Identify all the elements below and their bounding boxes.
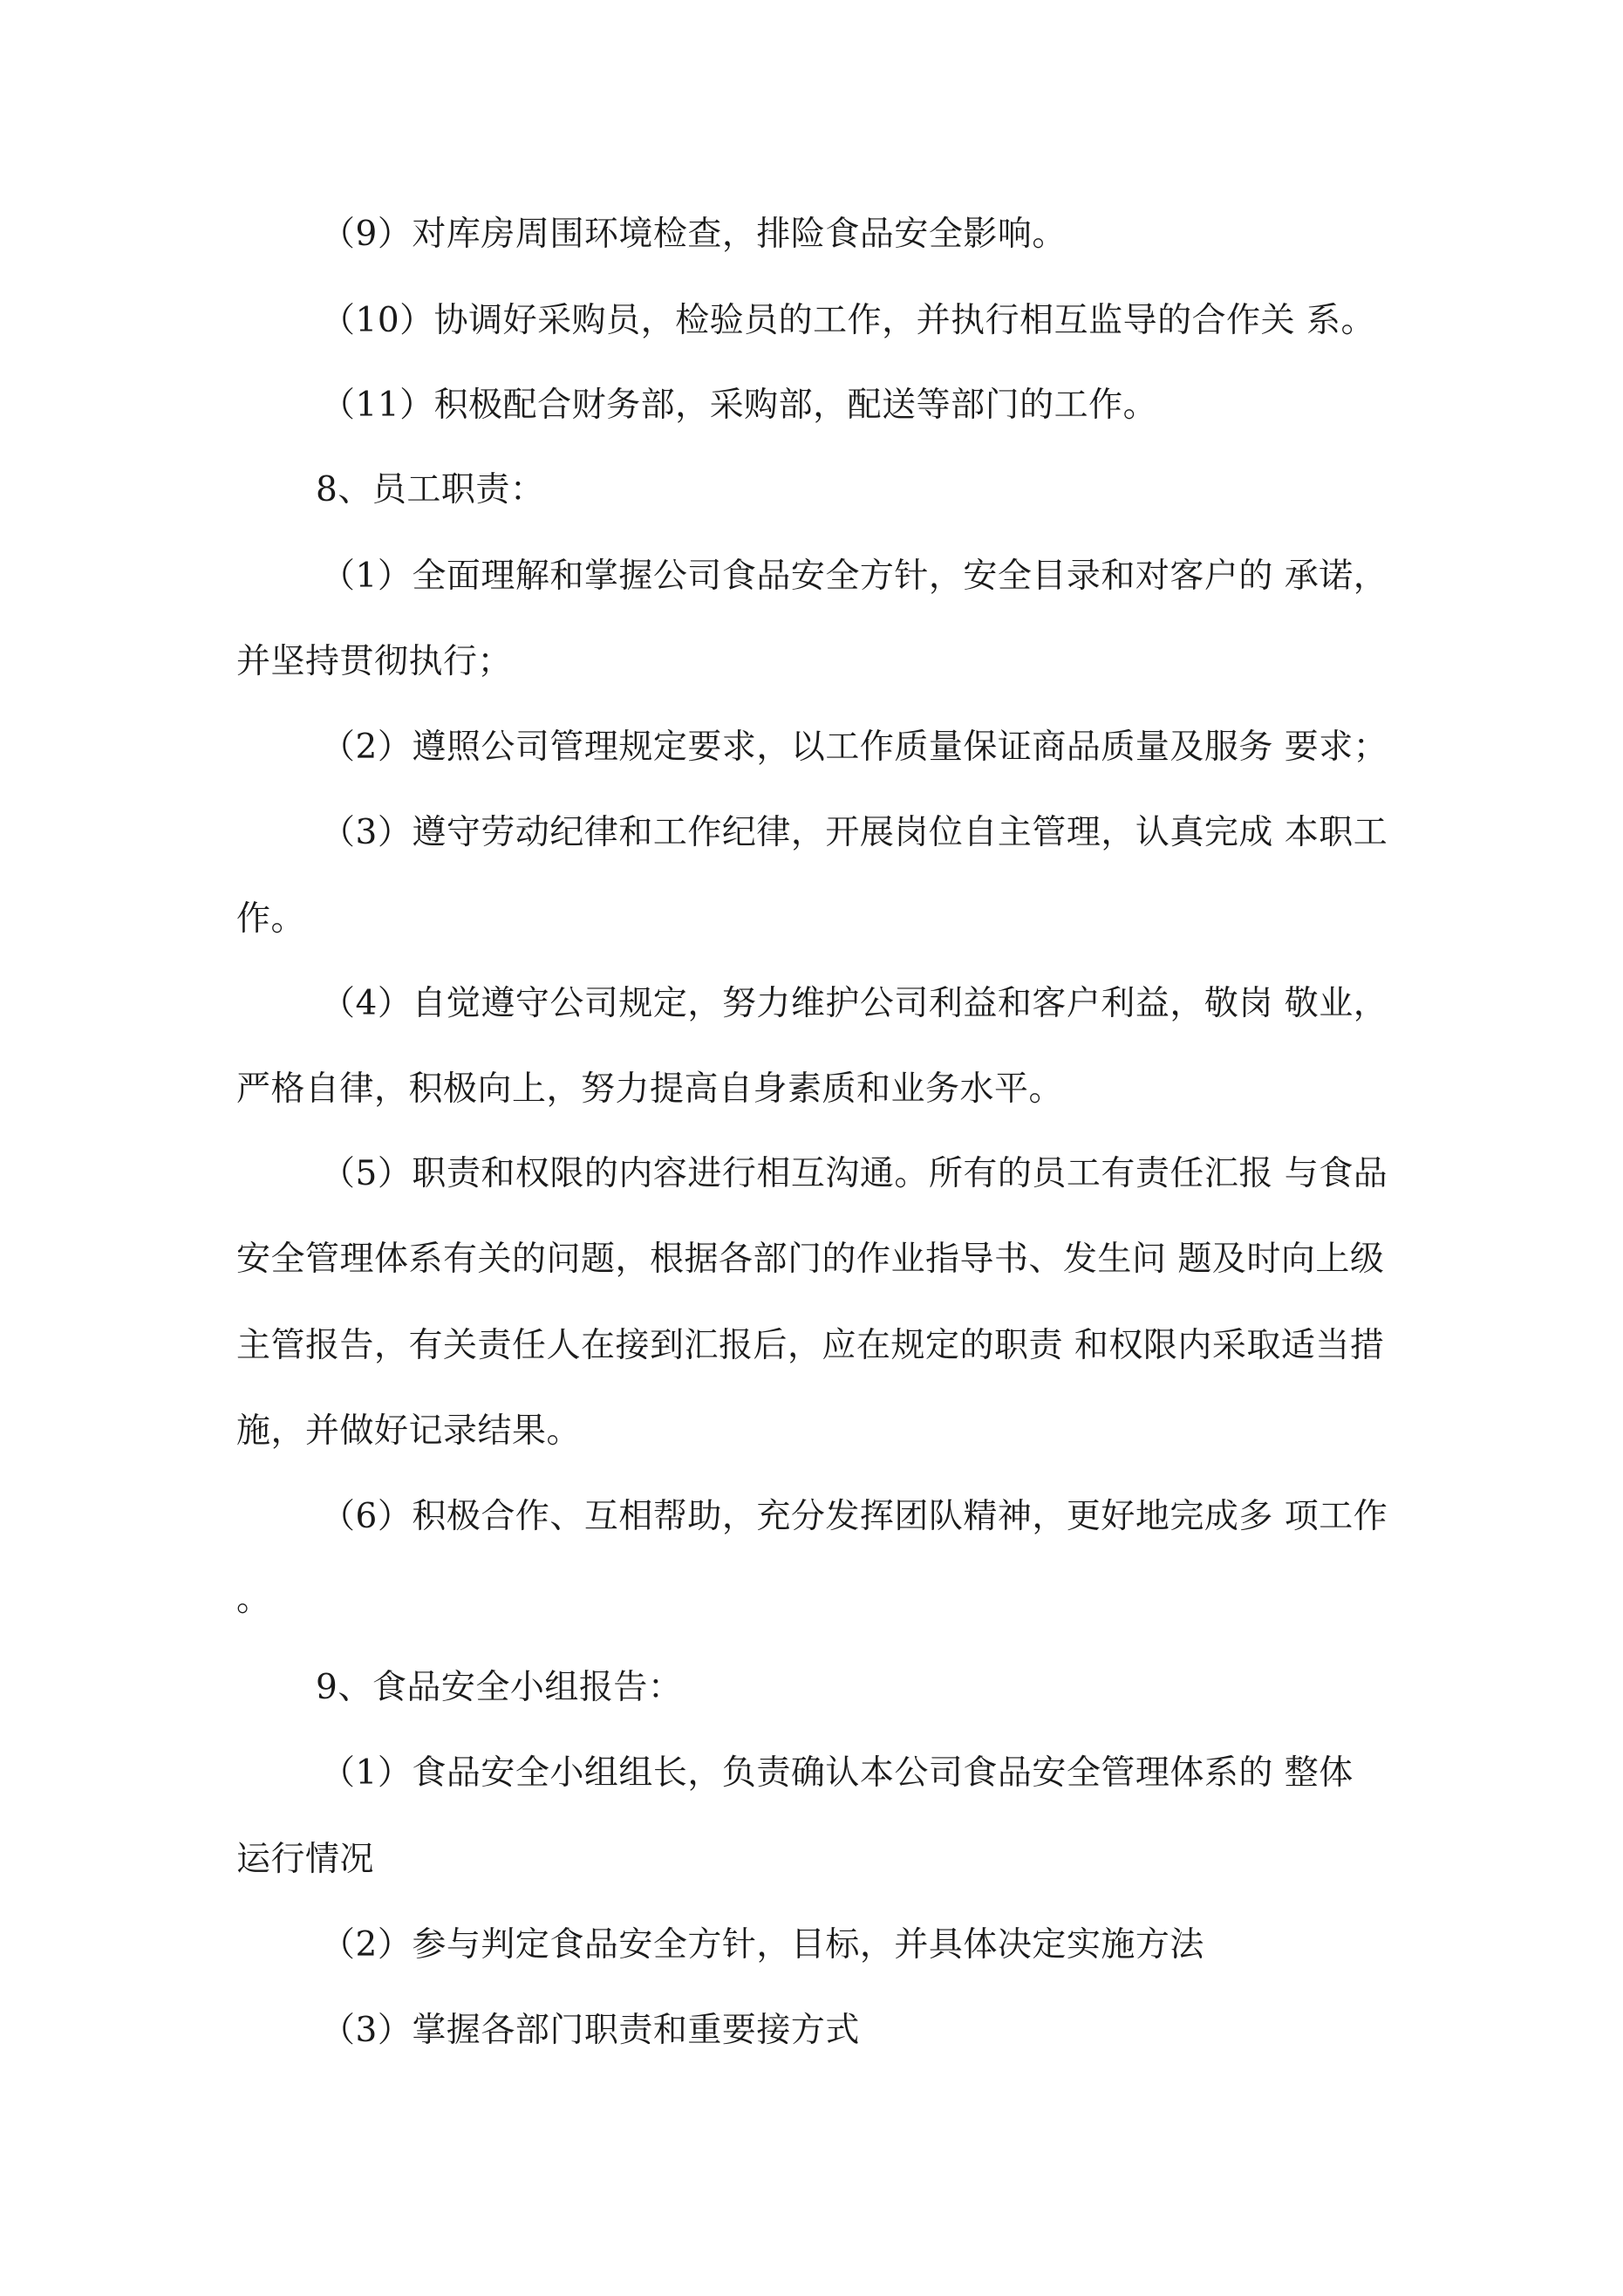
duty-6-line-1: （6）积极合作、互相帮助，充分发挥团队精神，更好地完成多 项工作 [321,1497,1388,1536]
duty-1-line-2: 并坚持贯彻执行； [236,642,513,681]
report-1-line-1: （1）食品安全小组组长，负责确认本公司食品安全管理体系的 整体 [321,1753,1354,1793]
item-10-coordinate-staff: （10）协调好采购员，检验员的工作，并执行相互监导的合作关 系。 [321,301,1376,340]
report-1-line-2: 运行情况 [236,1840,375,1879]
duty-3-line-1: （3）遵守劳动纪律和工作纪律，开展岗位自主管理，认真完成 本职工 [321,813,1388,852]
report-3: （3）掌握各部门职责和重要接方式 [321,2011,860,2050]
item-9-inventory-environment: （9）对库房周围环境检查，排险食品安全影响。 [321,215,1067,254]
item-11-cooperate-departments: （11）积极配合财务部，采购部，配送等部门的工作。 [321,386,1158,425]
duty-5-line-2: 安全管理体系有关的问题，根据各部门的作业指导书、发生问 题及时向上级 [236,1240,1385,1279]
report-2: （2）参与判定食品安全方针，目标，并具体决定实施方法 [321,1925,1204,1965]
section-8-heading: 8、员工职责： [316,470,545,509]
duty-2: （2）遵照公司管理规定要求，以工作质量保证商品质量及服务 要求； [321,728,1388,767]
duty-4-line-1: （4）自觉遵守公司规定，努力维护公司利益和客户利益，敬岗 敬业， [321,984,1388,1023]
duty-1-line-1: （1）全面理解和掌握公司食品安全方针，安全目录和对客户的 承诺， [321,557,1388,596]
duty-4-line-2: 严格自律，积极向上，努力提高自身素质和业务水平。 [236,1069,1064,1109]
section-9-heading: 9、食品安全小组报告： [316,1668,683,1707]
duty-6-line-2: 。 [236,1580,271,1619]
duty-3-line-2: 作。 [236,899,306,939]
duty-5-line-4: 施，并做好记录结果。 [236,1411,582,1451]
duty-5-line-1: （5）职责和权限的内容进行相互沟通。所有的员工有责任汇报 与食品 [321,1154,1388,1193]
duty-5-line-3: 主管报告，有关责任人在接到汇报后，应在规定的职责 和权限内采取适当措 [236,1326,1385,1365]
